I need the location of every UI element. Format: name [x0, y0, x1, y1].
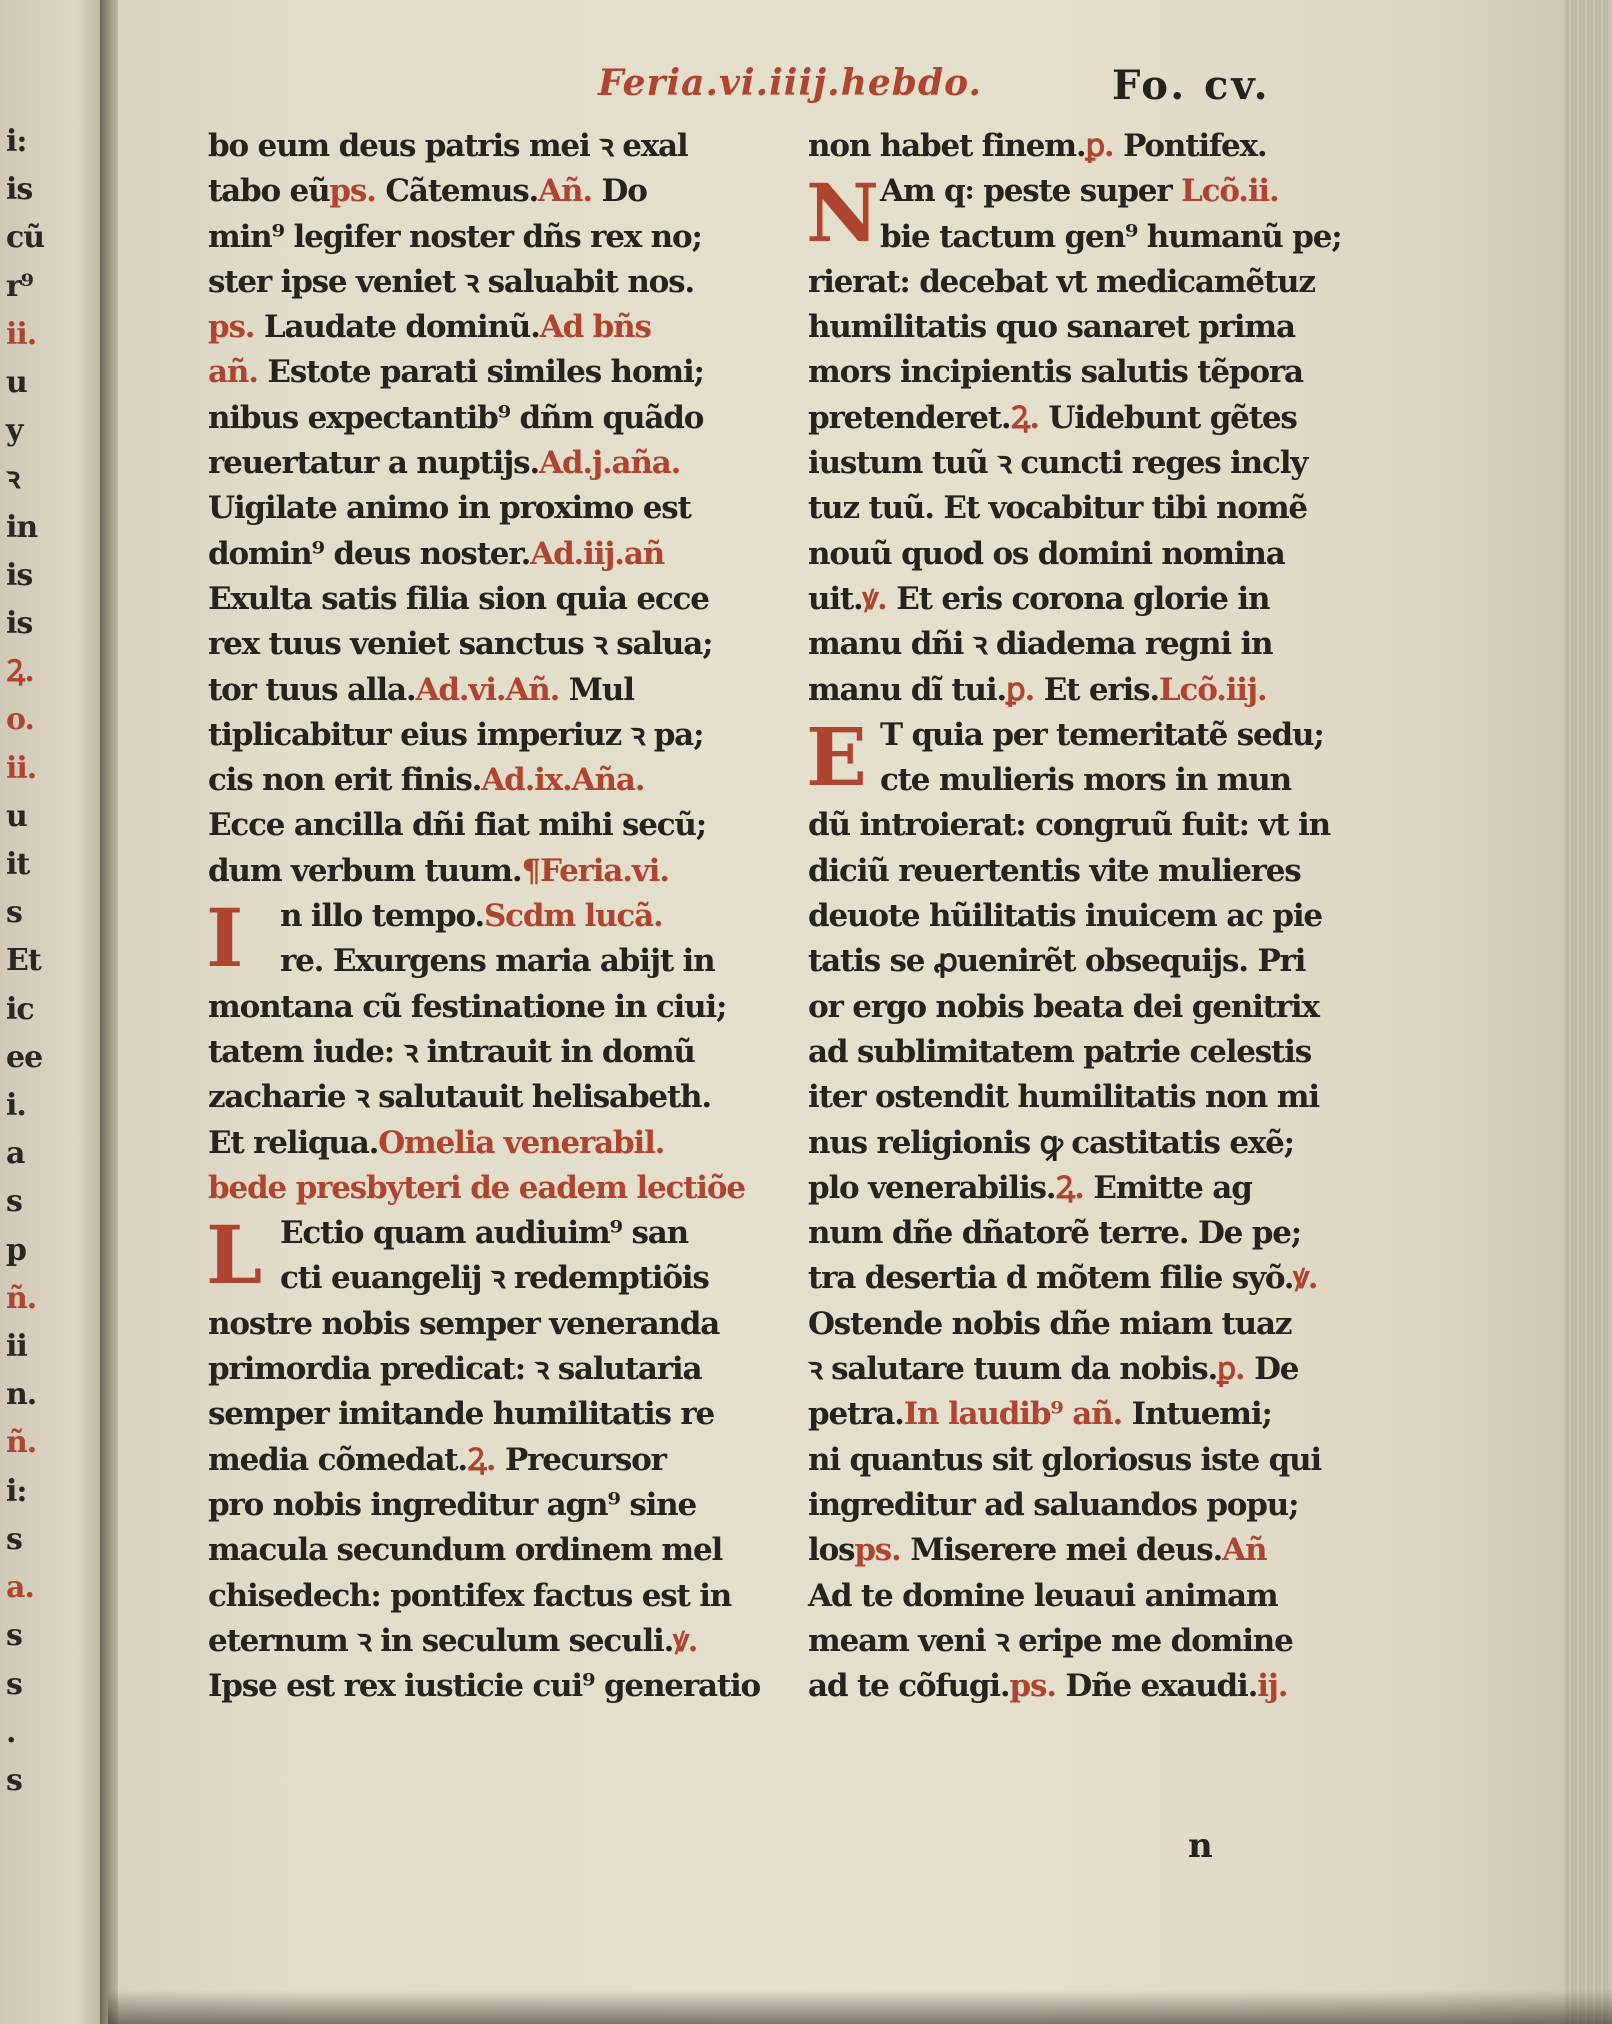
left-fragment: a. [6, 1570, 34, 1606]
left-column-line [208, 758, 780, 803]
left-column-line [208, 486, 780, 531]
right-column-line [808, 622, 1380, 667]
text-run: reuertatur a nuptijs. [208, 445, 540, 482]
left-column-line [208, 1302, 780, 1347]
text-run: nus religionis ꝙ castitatis exẽ; [808, 1124, 1294, 1161]
text-run: re. Exurgens maria abijt in [280, 943, 715, 980]
text-run: Et eris. [1034, 671, 1159, 708]
folio-number: Fo. cv. [1112, 62, 1271, 109]
rubric-text: ps. [1009, 1668, 1056, 1705]
right-column-line [808, 668, 1380, 713]
right-column-line [808, 441, 1380, 486]
text-run: Intuemi; [1122, 1396, 1272, 1433]
text-run: primordia predicat: ꝛ salutaria [208, 1351, 702, 1388]
text-run: rex tuus veniet sanctus ꝛ salua; [208, 626, 713, 663]
text-run: cis non erit finis. [208, 762, 482, 799]
right-column-line [808, 985, 1380, 1030]
text-run: min⁹ legifer noster dñs rex no; [208, 218, 702, 255]
left-page-edge [0, 0, 108, 2024]
text-run: Et reliqua. [208, 1124, 379, 1161]
left-column-line [208, 1030, 780, 1075]
right-column-line [808, 803, 1380, 848]
text-run: Ad te domine leuaui animam [808, 1577, 1278, 1614]
right-column-line [808, 1438, 1380, 1483]
text-run: manu dĩ tui. [808, 671, 1007, 708]
left-column-line [208, 849, 780, 894]
text-run: bie tactum gen⁹ humanũ pe; [880, 218, 1342, 255]
right-column-line [808, 1256, 1380, 1301]
left-fragment: in [6, 509, 38, 545]
text-run: petra. [808, 1396, 904, 1433]
left-column-line [208, 169, 780, 214]
text-run: Miserere mei deus. [900, 1532, 1223, 1569]
rubric-text: In laudib⁹ añ. [903, 1396, 1123, 1433]
right-column-line [808, 1483, 1380, 1528]
left-column-line [208, 1574, 780, 1619]
left-column-line [208, 215, 780, 260]
right-column-line [808, 1619, 1380, 1664]
left-fragment: it [6, 847, 30, 883]
left-column-line [208, 1392, 780, 1437]
text-run: Precursor [495, 1441, 666, 1478]
left-text-column [208, 124, 780, 1709]
left-fragment: cũ [6, 220, 45, 256]
rubric-text: ꝑ. [1217, 1351, 1245, 1388]
left-fragment: ee [6, 1039, 43, 1075]
left-fragment: i: [6, 1473, 27, 1509]
right-column-line [808, 486, 1380, 531]
text-run: tuz tuũ. Et vocabitur tibi nomẽ [808, 490, 1307, 527]
text-run: Ecce ancilla dñi fiat mihi secũ; [208, 807, 707, 844]
text-run: chisedech: pontifex factus est in [208, 1577, 732, 1614]
text-run: iustum tuũ ꝛ cuncti reges incly [808, 445, 1308, 482]
left-fragment: i: [6, 124, 27, 159]
text-run: n illo tempo. [280, 898, 484, 935]
left-fragment: is [6, 606, 33, 642]
text-run: uit. [808, 580, 863, 617]
text-run: iter ostendit humilitatis non mi [808, 1079, 1319, 1116]
text-run: pretenderet. [808, 399, 1011, 436]
right-column-line [808, 396, 1380, 441]
left-column-line [208, 260, 780, 305]
text-run: zacharie ꝛ salutauit helisabeth. [208, 1079, 711, 1116]
left-fragment: ñ. [6, 1280, 37, 1316]
rubric-text: ps. [208, 309, 255, 346]
text-run: Uigilate animo in proximo est [208, 490, 691, 527]
left-column-line [208, 305, 780, 350]
left-column-line [208, 668, 780, 713]
left-fragment: u [6, 365, 27, 401]
left-fragment: ñ. [6, 1425, 37, 1461]
left-fragment: i. [6, 1088, 26, 1124]
text-run: diciũ reuertentis vite mulieres [808, 852, 1301, 889]
left-column-line [208, 985, 780, 1030]
text-run: dũ introierat: congruũ fuit: vt in [808, 807, 1330, 844]
rubric-text: Omelia venerabil. [378, 1124, 665, 1161]
right-column-line [808, 260, 1380, 305]
text-run: plo venerabilis. [808, 1169, 1056, 1206]
text-run: manu dñi ꝛ diadema regni in [808, 626, 1273, 663]
left-fragment: ꝛ [6, 461, 20, 497]
right-column-line [808, 1347, 1380, 1392]
text-run: Uidebunt gẽtes [1038, 399, 1297, 436]
left-fragment: . [6, 1714, 16, 1750]
right-column-line [808, 1166, 1380, 1211]
left-fragment: ic [6, 991, 34, 1027]
drop-initial: I [206, 891, 243, 986]
text-run: dum verbum tuum. [208, 852, 522, 889]
left-column-line [208, 1347, 780, 1392]
right-column-line [808, 215, 1380, 260]
rubric-text: Ad.vi.Añ. [415, 671, 560, 708]
text-run: Dñe exaudi. [1055, 1668, 1258, 1705]
page-edges [1565, 0, 1612, 2024]
left-fragment: ii [6, 1329, 27, 1365]
drop-initial: E [806, 709, 866, 804]
text-run: Laudate dominũ. [254, 309, 540, 346]
text-run: De [1244, 1351, 1299, 1388]
right-column-line [808, 577, 1380, 622]
text-run: cti euangelij ꝛ redemptiõis [280, 1260, 709, 1297]
rubric-text: Ꝝ. [1010, 399, 1039, 436]
text-run: mors incipientis salutis tẽpora [808, 354, 1303, 391]
rubric-text: ꝟ. [673, 1622, 698, 1659]
text-run: Exulta satis filia sion quia ecce [208, 580, 709, 617]
right-column-line [808, 532, 1380, 577]
left-fragment: y [6, 413, 23, 449]
left-column-line [208, 1166, 780, 1211]
left-column-line [208, 350, 780, 395]
left-fragment: s [6, 895, 22, 931]
rubric-text: Añ [1222, 1532, 1267, 1569]
right-column-line [808, 1528, 1380, 1573]
rubric-text: Ꝝ. [467, 1441, 496, 1478]
drop-initial: L [206, 1208, 262, 1303]
left-fragment: s [6, 1666, 22, 1702]
text-run: non habet finem. [808, 128, 1086, 164]
text-run: Et eris corona glorie in [886, 580, 1270, 617]
right-column-line [808, 1392, 1380, 1437]
text-run: ingreditur ad saluandos popu; [808, 1486, 1299, 1523]
rubric-text: ꝟ. [1293, 1260, 1318, 1297]
text-run: tiplicabitur eius imperiuz ꝛ pa; [208, 716, 704, 753]
right-column-line [808, 1664, 1380, 1709]
right-column-line [808, 1030, 1380, 1075]
right-text-column [808, 124, 1380, 1709]
left-column-line [208, 803, 780, 848]
text-run: tatem iude: ꝛ intrauit in domũ [208, 1033, 695, 1070]
left-column-line [208, 1664, 780, 1709]
left-fragment: o. [6, 702, 34, 738]
left-fragment: s [6, 1762, 22, 1798]
text-run: pro nobis ingreditur agn⁹ sine [208, 1486, 697, 1523]
left-column-line [208, 1121, 780, 1166]
left-column-line [208, 1256, 780, 1301]
text-run: tabo eũ [208, 173, 330, 210]
text-run: montana cũ festinatione in ciui; [208, 988, 727, 1025]
text-run: Ipse est rex iusticie cui⁹ generatio [208, 1668, 761, 1705]
right-column-line [808, 1121, 1380, 1166]
text-run: rierat: decebat vt medicamẽtuz [808, 263, 1315, 300]
catchword: n [1188, 1826, 1213, 1866]
rubric-text: Ad.j.aña. [539, 445, 681, 482]
left-fragment: n. [6, 1377, 37, 1413]
rubric-text: Lcõ.ii. [1171, 173, 1279, 210]
text-run: tor tuus alla. [208, 671, 416, 708]
left-fragment: s [6, 1184, 22, 1220]
text-run: nostre nobis semper veneranda [208, 1305, 720, 1342]
text-run: Cãtemus. [375, 173, 539, 210]
text-run: macula secundum ordinem mel [208, 1532, 723, 1569]
left-column-line [208, 622, 780, 667]
text-run: meam veni ꝛ eripe me domine [808, 1622, 1293, 1659]
text-run: Ostende nobis dñe miam tuaz [808, 1305, 1292, 1342]
rubric-text: ꝟ. [862, 580, 887, 617]
right-column-line [808, 1075, 1380, 1120]
left-fragment: r⁹ [6, 268, 33, 304]
left-fragment: u [6, 798, 27, 834]
right-column-line [808, 849, 1380, 894]
text-run: Emitte ag [1083, 1169, 1252, 1206]
rubric-text: ꝑ. [1006, 671, 1035, 708]
text-run: Ectio quam audiuim⁹ san [280, 1215, 689, 1252]
text-run: nibus expectantib⁹ dñm quãdo [208, 399, 704, 436]
running-title: Feria.vi.iiij.hebdo. [598, 62, 983, 104]
left-fragment: ii. [6, 316, 37, 352]
text-run: ni quantus sit gloriosus iste qui [808, 1441, 1321, 1478]
right-column-line [808, 1574, 1380, 1619]
rubric-text: Añ. [538, 173, 592, 210]
text-run: deuote hũilitatis inuicem ac pie [808, 898, 1322, 935]
right-column-line [808, 305, 1380, 350]
left-column-line [208, 1438, 780, 1483]
left-fragment: is [6, 557, 33, 593]
left-page-fragments [6, 118, 46, 1805]
text-run: eternum ꝛ in seculum seculi. [208, 1622, 674, 1659]
rubric-text: ps. [854, 1532, 901, 1569]
text-run: or ergo nobis beata dei genitrix [808, 988, 1319, 1025]
text-run: nouũ quod os domini nomina [808, 535, 1285, 572]
left-column-line [208, 1619, 780, 1664]
left-fragment: s [6, 1521, 22, 1557]
text-run: cte mulieris mors in mun [880, 762, 1291, 799]
left-column-line [208, 532, 780, 577]
left-column-line [208, 396, 780, 441]
right-column-line [808, 1211, 1380, 1256]
text-run: Do [591, 173, 647, 210]
text-run: bo eum deus patris mei ꝛ exal [208, 128, 688, 164]
left-column-line [208, 1075, 780, 1120]
rubric-text: ij. [1257, 1668, 1288, 1705]
text-run: num dñe dñatorẽ terre. De pe; [808, 1215, 1302, 1252]
text-run: tatis se ꝓuenirẽt obsequijs. Pri [808, 943, 1306, 980]
rubric-text: añ. [208, 354, 258, 391]
right-column-line [808, 758, 1380, 803]
text-run: media cõmedat. [208, 1441, 468, 1478]
text-run: los [808, 1532, 855, 1569]
right-column-line [808, 1302, 1380, 1347]
text-run: tra desertia d mõtem filie syõ. [808, 1260, 1294, 1297]
text-run: ad te cõfugi. [808, 1668, 1010, 1705]
left-fragment: Ꝝ. [6, 654, 34, 690]
rubric-text: Ad.iij.añ [530, 535, 665, 572]
rubric-text: bede presbyteri de eadem lectiõe [208, 1169, 745, 1206]
left-fragment: s [6, 1618, 22, 1654]
text-run: T quia per temeritatẽ sedu; [880, 716, 1324, 753]
text-run: semper imitande humilitatis re [208, 1396, 715, 1433]
rubric-text: ꝑ. [1085, 128, 1114, 164]
text-run: humilitatis quo sanaret prima [808, 309, 1295, 346]
right-column-line [808, 124, 1380, 169]
left-fragment: p [6, 1232, 26, 1268]
left-fragment: is [6, 172, 33, 208]
left-fragment: a [6, 1136, 25, 1172]
left-column-line [208, 1483, 780, 1528]
text-run: ster ipse veniet ꝛ saluabit nos. [208, 263, 694, 300]
right-column-line [808, 939, 1380, 984]
left-fragment: ii. [6, 750, 37, 786]
left-column-line [208, 1528, 780, 1573]
rubric-text: Ad bñs [539, 309, 651, 346]
text-run: Estote parati similes homi; [257, 354, 704, 391]
rubric-text: Lcõ.iij. [1158, 671, 1267, 708]
rubric-text: Scdm lucã. [483, 898, 663, 935]
left-column-line [208, 577, 780, 622]
text-run: ad sublimitatem patrie celestis [808, 1033, 1311, 1070]
text-run: Pontifex. [1113, 128, 1267, 164]
right-column-line [808, 350, 1380, 395]
bottom-shadow [108, 1990, 1612, 2024]
left-column-line [208, 124, 780, 169]
text-run: Am q꞉ peste super [880, 173, 1172, 210]
text-run: domin⁹ deus noster. [208, 535, 531, 572]
text-run: Mul [559, 671, 634, 708]
rubric-text: Ad.ix.Aña. [481, 762, 645, 799]
rubric-text: ps. [329, 173, 376, 210]
left-column-line [208, 441, 780, 486]
left-column-line [208, 713, 780, 758]
left-column-line [208, 939, 780, 984]
rubric-text: ¶Feria.vi. [521, 852, 669, 889]
left-fragment: Et [6, 943, 41, 979]
rubric-text: Ꝝ. [1055, 1169, 1084, 1206]
right-column-line [808, 894, 1380, 939]
text-run: ꝛ salutare tuum da nobis. [808, 1351, 1218, 1388]
drop-initial: N [806, 166, 878, 261]
